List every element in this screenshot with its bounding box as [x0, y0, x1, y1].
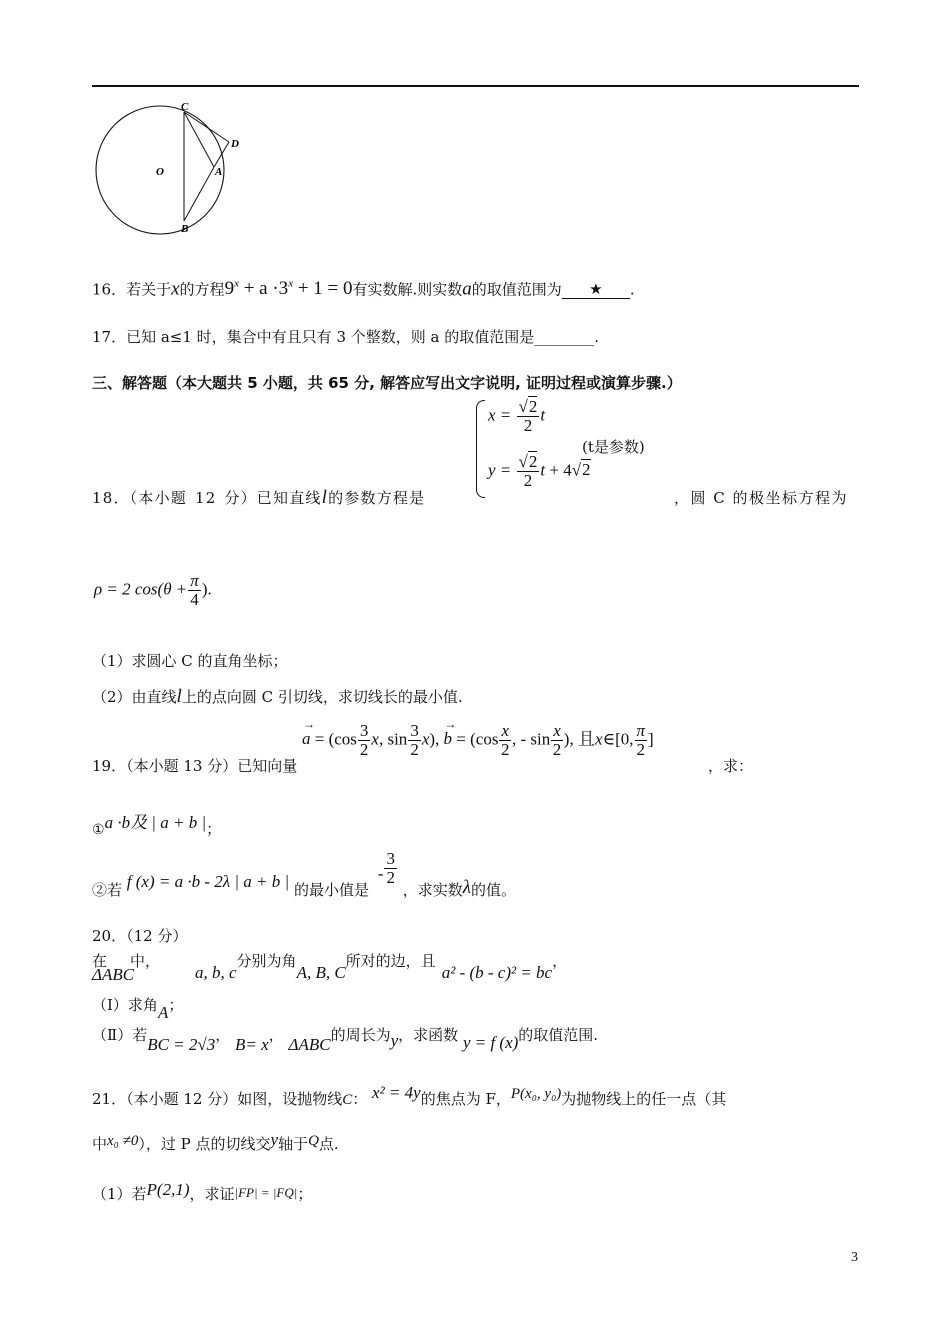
q20-part-1: （Ⅰ）求角A；	[92, 996, 184, 1022]
segment-ab	[184, 167, 214, 221]
label-b: B	[181, 223, 189, 235]
label-c: C	[181, 101, 189, 113]
q18-param-system	[476, 398, 666, 502]
q19-part-2: ②若 f (x) = a ·b - 2λ | a + b | 的最小值是 - $\frac{3}{2}$ ，求实数λ的值。	[92, 849, 516, 899]
section-heading: 三、解答题（本大题共 5 小题，共 65 分, 解答应写出文字说明, 证明过程或演算步骤.）	[92, 374, 682, 392]
q18-part-2: （2）由直线l上的点向圆 C 引切线，求切线长的最小值.	[92, 686, 463, 707]
q20-part-2: （Ⅱ）若BC = 2√3， B= x， ΔABC的周长为y，求函数 y = f (x)的取值范围.	[92, 1026, 599, 1054]
question-18-tail: ，圆 C 的极坐标方程为	[674, 489, 849, 507]
param-note: (t是参数)	[582, 438, 645, 456]
q21-part-1: （1）若P(2,1)，求证|FP| = |FQ|；	[92, 1180, 313, 1203]
q19-part-1: ①a ·b及 | a + b |；	[92, 813, 222, 838]
star-icon: ★	[589, 280, 603, 299]
segment-cd	[184, 112, 229, 142]
q20-line-1: 在 ΔABC	[92, 952, 135, 984]
question-18-lead: 18．（本小题 12 分）已知直线l的参数方程是	[92, 487, 426, 508]
polar-equation: ρ = 2 cos(θ + $\frac{\pi}{4}$ ).	[94, 571, 212, 609]
question-19-lead: 19．（本小题 13 分）已知向量	[92, 757, 298, 775]
label-d: D	[231, 138, 239, 150]
q20-line-1b: 中，	[130, 952, 161, 970]
question-21: 21．（本小题 12 分）如图，设抛物线C： x² = 4y的焦点为 F，P(x₀, y₀)为抛物线上的任一点（其	[92, 1083, 727, 1108]
label-o: O	[156, 166, 164, 178]
q20-line-1c: a, b, c分别为角A, B, C所对的边，且a² - (b - c)² = bc，	[195, 952, 568, 982]
question-19-tail: ，求：	[708, 757, 754, 775]
q19-vectors: → a = (cos $\frac{3}{2}$ x, sin $\frac{3}{2}$ x), → b = (cos $\frac{x}{2}$ , - sin $\frac{x}{2}$ ), 且x∈[0, $\frac{\pi}{2}$ ]	[302, 717, 654, 759]
question-20-num: 20．（12 分）	[92, 927, 188, 945]
answer-blank	[562, 280, 630, 299]
x-equation: x = $\frac{√2}{2}$ t	[488, 397, 546, 435]
q21-line-2: 中x₀ ≠0），过 P 点的切线交y轴于Q点.	[92, 1130, 339, 1153]
header-rule	[92, 85, 859, 87]
q16-equation: $9^x + a \cdot 3^x + 1 = 0$	[224, 278, 353, 300]
left-brace	[476, 400, 485, 498]
segment-ca	[184, 112, 214, 167]
segment-da	[214, 142, 229, 167]
label-a: A	[215, 166, 223, 178]
circle-figure	[90, 100, 260, 240]
y-equation: y = $\frac{√2}{2}$ t + 4√2	[488, 452, 591, 490]
page-number: 3	[851, 1250, 858, 1265]
q18-part-1: （1）求圆心 C 的直角坐标；	[92, 652, 288, 670]
question-16: 16．若关于x的方程$9^x + a \cdot 3^x + 1 = 0$有实数解.则实数a的取值范围为 ★ .	[92, 278, 635, 300]
question-17: 17．已知 a≤1 时，集合中有且只有 3 个整数，则 a 的取值范围是________.	[92, 328, 600, 346]
